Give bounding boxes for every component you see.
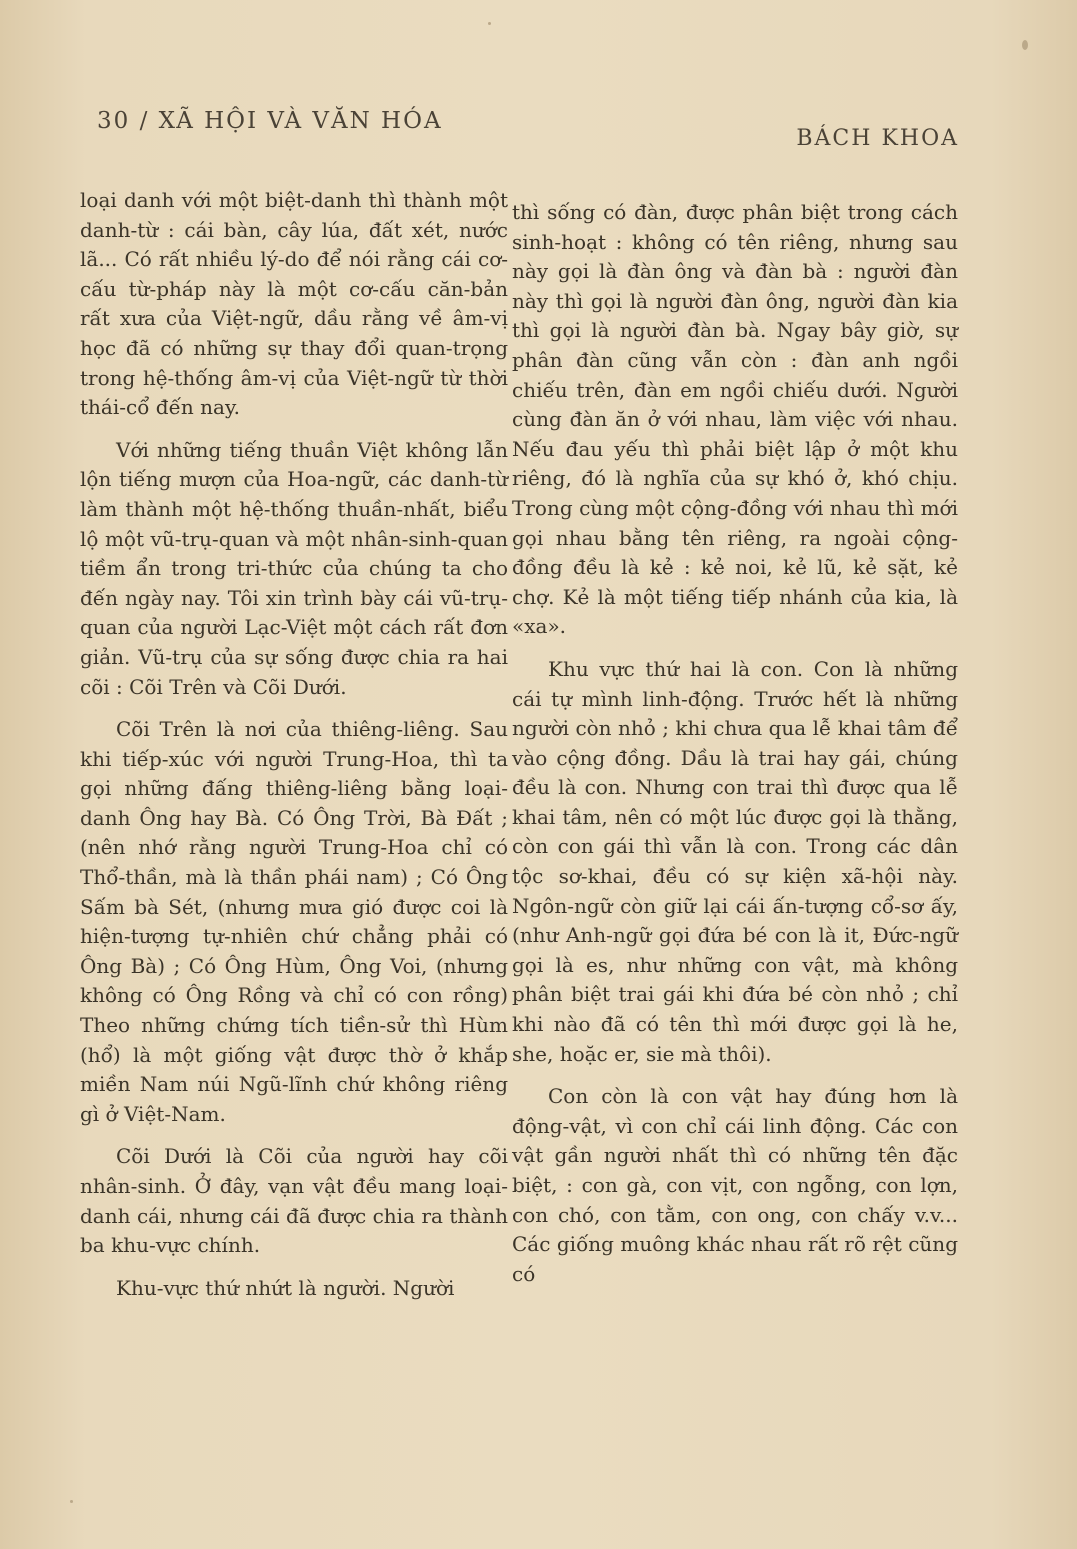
right-column (512, 198, 958, 1302)
left-column (80, 186, 508, 1316)
paper-speck (1022, 40, 1028, 50)
paper-speck (488, 22, 491, 25)
paragraph: thì sống có đàn, được phân biệt trong cách sinh-hoạt : không có tên riêng, nhưng sau này gọi là đàn ông và đàn bà : người đàn này thì gọi là người đàn ông, người đàn kia thì gọi là người đàn bà. Ngay bây giờ, sự phân đàn cũng vẫn còn : đàn anh ngồi chiếu trên, đàn em ngồi chiếu dưới. Người cùng đàn ăn ở với nhau, làm việc với nhau. Nếu đau yếu thì phải biệt lập ở một khu riêng, đó là nghĩa của sự khó ở, khó chịu. Trong cùng một cộng-đồng với nhau thì mới gọi nhau bằng tên riêng, ra ngoài cộng-đồng đều là kẻ : kẻ noi, kẻ lũ, kẻ sặt, kẻ chợ. Kẻ là một tiếng tiếp nhánh của kia, là «xa». (512, 200, 958, 639)
paragraph: Khu vực thứ hai là con. Con là những cái tự mình linh-động. Trước hết là những người còn nhỏ ; khi chưa qua lễ khai tâm để vào cộng đồng. Dầu là trai hay gái, chúng đều là con. Nhưng con trai thì được qua lễ khai tâm, nên có một lúc được gọi là thằng, còn con gái thì vẫn là con. Trong các dân tộc sơ-khai, đều có sự kiện xã-hội này. Ngôn-ngữ còn giữ lại cái ấn-tượng cổ-sơ ấy, (như Anh-ngữ gọi đứa bé con là it, Đức-ngữ gọi là es, như những con vật, mà không phân biệt trai gái khi đứa bé còn nhỏ ; chỉ khi nào đã có tên thì mới được gọi là he, she, hoặc er, sie mà thôi). (512, 656, 958, 1066)
paragraph: Với những tiếng thuần Việt không lẫn lộn tiếng mượn của Hoa-ngữ, các danh-từ làm thành một hệ-thống thuần-nhất, biểu lộ một vũ-trụ-quan và một nhân-sinh-quan tiềm ẩn trong tri-thức của chúng ta cho đến ngày nay. Tôi xin trình bày cái vũ-trụ-quan của người Lạc-Việt một cách rất đơn giản. Vũ-trụ của sự sống được chia ra hai cõi : Cõi Trên và Cõi Dưới. (80, 437, 508, 699)
paragraph: Cõi Dưới là Cõi của người hay cõi nhân-sinh. Ở đây, vạn vật đều mang loại-danh cái, nhưng cái đã được chia ra thành ba khu-vực chính. (80, 1144, 508, 1258)
paragraph: Cõi Trên là nơi của thiêng-liêng. Sau khi tiếp-xúc với người Trung-Hoa, thì ta gọi những đấng thiêng-liêng bằng loại-danh Ông hay Bà. Có Ông Trời, Bà Đất ; (nên nhớ rằng người Trung-Hoa chỉ có Thổ-thần, mà là thần phái nam) ; Có Ông Sấm bà Sét, (nhưng mưa gió được coi là hiện-tượng tự-nhiên chứ chẳng phải có Ông Bà) ; Có Ông Hùm, Ông Voi, (nhưng không có Ông Rồng và chỉ có con rồng) Theo những chứng tích tiền-sử thì Hùm (hổ) là một giống vật được thờ ở khắp miền Nam núi Ngũ-lĩnh chứ không riêng gì ở Việt-Nam. (80, 717, 508, 1126)
running-header-right: BÁCH KHOA (796, 126, 959, 151)
paragraph: Con còn là con vật hay đúng hơn là động-vật, vì con chỉ cái linh động. Các con vật gần người nhất thì có những tên đặc biệt, : con gà, con vịt, con ngỗng, con lợn, con chó, con tằm, con ong, con chấy v.v... Các giống muông khác nhau rất rõ rệt cũng có (512, 1084, 958, 1286)
running-header-left: 30 / XÃ HỘI VÀ VĂN HÓA (97, 108, 443, 134)
paragraph: Khu-vực thứ nhứt là người. Người (116, 1275, 455, 1300)
paper-speck (70, 1500, 73, 1503)
paragraph: loại danh với một biệt-danh thì thành một danh-từ : cái bàn, cây lúa, đất xét, nước lã... Có rất nhiều lý-do để nói rằng cái cơ-cấu từ-pháp này là một cơ-cấu căn-bản rất xưa của Việt-ngữ, dầu rằng về âm-vị học đã có những sự thay đổi quan-trọng trong hệ-thống âm-vị của Việt-ngữ từ thời thái-cổ đến nay. (80, 188, 508, 420)
